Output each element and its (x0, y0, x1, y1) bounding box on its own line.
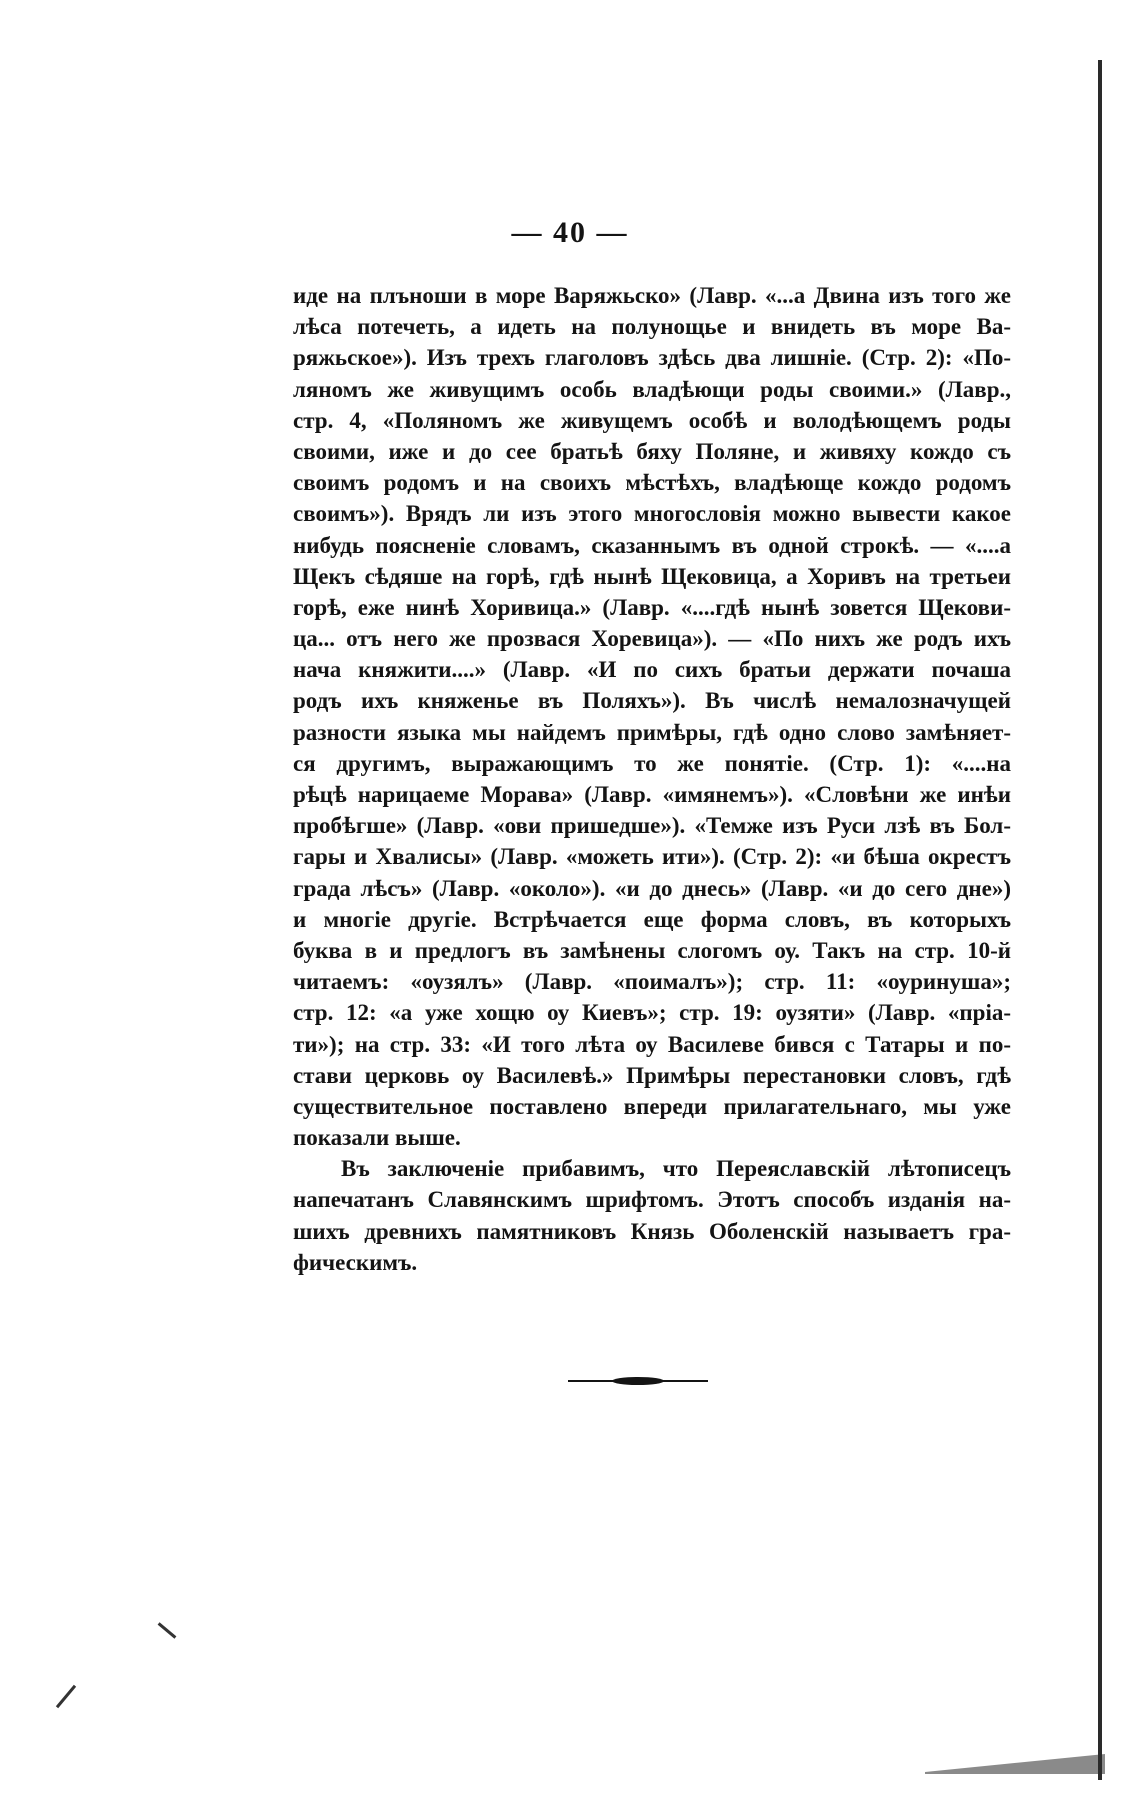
ornament-divider-icon (568, 1375, 708, 1387)
text-line: иде на плъноши в море Варяжьско» (Лавр. «...а Двина изъ того же (293, 283, 1011, 308)
text-line: гары и Хвалисы» (Лавр. «можеть ити»). (Стр. 2): «и бѣша окрестъ (293, 844, 1011, 870)
scan-speck (158, 1622, 177, 1638)
scan-speck (925, 1752, 1105, 1774)
text-line: стр. 4, «Поляномъ же живущемъ особѣ и володѣющемъ роды (293, 407, 1011, 433)
scan-speck (56, 1685, 76, 1708)
body-text (293, 280, 1011, 1278)
text-line: стави церковь оу Василевѣ.» Примѣры перестановки словъ, гдѣ (293, 1062, 1011, 1088)
text-line: рѣцѣ нарицаеме Морава» (Лавр. «имянемъ»). «Словѣни же инѣи (293, 782, 1011, 807)
text-line: существительное поставлено впереди прилагательнаго, мы уже (293, 1093, 1011, 1119)
text-line: ти»); на стр. 33: «И того лѣта оу Василеве бився с Татары и по- (293, 1031, 1011, 1057)
text-line: нача княжити....» (Лавр. «И по сихъ братьи держати почаша (293, 657, 1011, 683)
text-line: разности языка мы найдемъ примѣры, гдѣ одно слово замѣняет- (293, 719, 1011, 745)
text-line: читаемъ: «оузялъ» (Лавр. «поималъ»); стр. 11: «оуринуша»; (293, 969, 1011, 995)
text-line: ряжьское»). Изъ трехъ глаголовъ здѣсь два лишніе. (Стр. 2): «По- (293, 345, 1011, 371)
text-line: шихъ древнихъ памятниковъ Князь Оболенскій называетъ гра- (293, 1218, 1011, 1244)
text-line: стр. 12: «а уже хощю оу Киевъ»; стр. 19: оузяти» (Лавр. «пріа- (293, 1000, 1011, 1026)
text-line: своими, иже и до сее братьѣ бяху Поляне, и живяху кождо съ (293, 438, 1011, 464)
text-line: горѣ, еже нинѣ Хоривица.» (Лавр. «....гдѣ нынѣ зовется Щекови- (293, 594, 1011, 620)
scan-edge-shadow (1098, 60, 1102, 1780)
text-line: Въ заключеніе прибавимъ, что Переяславскій лѣтописецъ (341, 1156, 1011, 1182)
text-line: ся другимъ, выражающимъ то же понятіе. (Стр. 1): «....на (293, 750, 1011, 776)
text-line: града лѣсъ» (Лавр. «около»). «и до днесь» (Лавр. «и до сего дне») (293, 875, 1011, 901)
text-line: и многіе другіе. Встрѣчается еще форма словъ, въ которыхъ (293, 906, 1011, 932)
text-line: показали выше. (293, 1125, 461, 1151)
text-line: пробѣгше» (Лавр. «ови пришедше»). «Темже изъ Руси лзѣ въ Бол- (293, 813, 1011, 839)
text-line: буква в и предлогъ въ замѣнены слогомъ оу. Такъ на стр. 10-й (293, 937, 1011, 963)
page-number: — 40 — (511, 216, 629, 249)
text-line: напечатанъ Славянскимъ шрифтомъ. Этотъ способъ изданія на- (293, 1187, 1011, 1213)
text-line: фическимъ. (293, 1249, 418, 1275)
text-line: Щекъ сѣдяше на горѣ, гдѣ нынѣ Щековица, а Хоривъ на третьеи (293, 563, 1011, 589)
text-line: лѣса потечеть, а идеть на полунощье и внидеть въ море Ва- (293, 314, 1011, 340)
text-line: своимъ»). Врядъ ли изъ этого многословія можно вывести какое (293, 501, 1011, 527)
text-line: нибудь поясненіе словамъ, сказаннымъ въ одной строкѣ. — «....а (293, 532, 1011, 558)
text-line: своимъ родомъ и на своихъ мѣстѣхъ, владѣюще кождо родомъ (293, 470, 1011, 496)
text-line: ляномъ же живущимъ особь владѣющи роды своими.» (Лавр., (293, 376, 1011, 402)
text-line: ца... отъ него же прозвася Хоревица»). — «По нихъ же родъ ихъ (293, 626, 1011, 652)
text-line: родъ ихъ княженье въ Поляхъ»). Въ числѣ немалозначущей (293, 688, 1011, 714)
